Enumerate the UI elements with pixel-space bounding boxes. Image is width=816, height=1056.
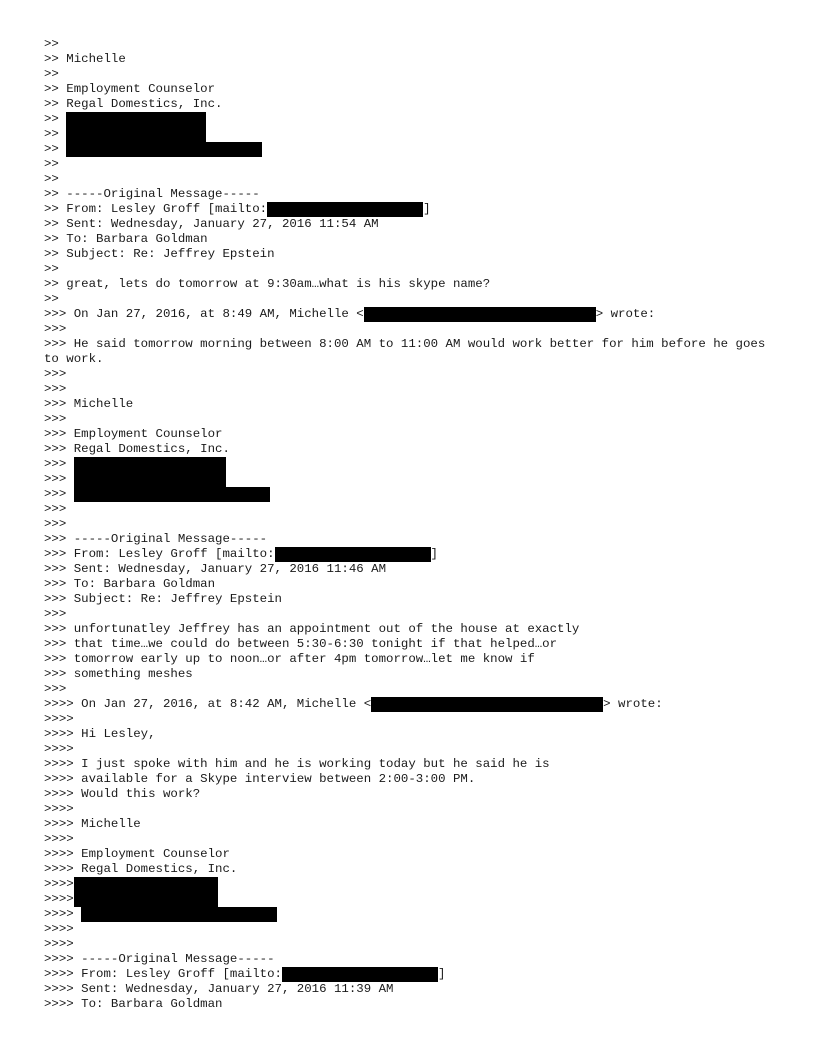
line-text: >>> Subject: Re: Jeffrey Epstein [44,592,282,606]
email-line [44,307,784,322]
line-text: >> Subject: Re: Jeffrey Epstein [44,247,275,261]
email-line [44,97,784,112]
email-line [44,472,784,487]
line-text: >>> To: Barbara Goldman [44,577,216,591]
email-line [44,457,784,472]
line-text-after: ] [437,967,446,981]
email-line [44,937,784,952]
email-line [44,802,784,817]
email-line [44,907,784,922]
line-text: >>> tomorrow early up to noon…or after 4pm tomorrow…let me know if [44,652,535,666]
email-line [44,562,784,577]
email-line [44,397,784,412]
line-text: >> From: Lesley Groff [mailto: [44,202,268,216]
email-thread-document [44,37,784,1012]
line-text: >> -----Original Message----- [44,187,260,201]
email-line [44,217,784,232]
line-text: >>>> Would this work? [44,787,201,801]
line-text: >>>> Sent: Wednesday, January 27, 2016 11:39 AM [44,982,394,996]
line-text: >>>> On Jan 27, 2016, at 8:42 AM, Michelle < [44,697,372,711]
email-line [44,622,784,637]
line-text: >>>> -----Original Message----- [44,952,275,966]
line-text: >>> Employment Counselor [44,427,223,441]
email-line [44,277,784,292]
line-text: >> [44,37,59,51]
line-text: >>>> To: Barbara Goldman [44,997,223,1011]
line-text: >> [44,112,67,126]
email-line [44,367,784,382]
redaction-bar [74,877,218,892]
email-line [44,442,784,457]
line-text-after: > wrote: [603,697,663,711]
email-line [44,742,784,757]
email-line [44,292,784,307]
line-text: >>>> [44,712,74,726]
email-line [44,247,784,262]
line-text-after: ] [430,547,438,561]
email-line [44,892,784,907]
redaction-bar [371,697,603,712]
redaction-bar [74,487,270,502]
redaction-bar [364,307,596,322]
line-text: >> Regal Domestics, Inc. [44,97,223,111]
line-text: >>>> Hi Lesley, [44,727,156,741]
line-text: >>> [44,502,67,516]
email-line [44,787,784,802]
email-line [44,877,784,892]
line-text: >>> [44,517,67,531]
email-line [44,727,784,742]
line-text: >>> -----Original Message----- [44,532,268,546]
line-text: >> Employment Counselor [44,82,216,96]
line-text: >> great, lets do tomorrow at 9:30am…what is his skype name? [44,277,491,291]
email-line [44,862,784,877]
line-text: >>> [44,682,67,696]
email-line [44,547,784,562]
email-line [44,232,784,247]
line-text: >>>> Employment Counselor [44,847,230,861]
line-text: >>> Regal Domestics, Inc. [44,442,230,456]
line-text: >>>> From: Lesley Groff [mailto: [44,967,282,981]
line-text: >> [44,142,67,156]
email-line [44,532,784,547]
line-text: >>> that time…we could do between 5:30-6:30 tonight if that helped…or [44,637,558,651]
email-line [44,487,784,502]
email-line [44,997,784,1012]
email-line [44,637,784,652]
email-line [44,142,784,157]
line-text: >>> He said tomorrow morning between 8:00 AM to 11:00 AM would work better for him before he goes to work. [44,337,773,366]
redaction-bar [282,967,438,982]
email-line [44,157,784,172]
email-line [44,412,784,427]
line-text: >>>> [44,742,74,756]
email-line [44,607,784,622]
line-text: >>> [44,382,67,396]
email-line [44,967,784,982]
line-text: >> [44,262,59,276]
email-line [44,517,784,532]
email-line [44,82,784,97]
line-text: >>> From: Lesley Groff [mailto: [44,547,275,561]
redaction-bar [275,547,431,562]
email-line [44,712,784,727]
email-line [44,757,784,772]
email-line [44,262,784,277]
email-line [44,502,784,517]
redaction-bar [267,202,423,217]
line-text: >>>> [44,877,74,891]
line-text: >>> Sent: Wednesday, January 27, 2016 11:46 AM [44,562,387,576]
email-line [44,382,784,397]
email-line [44,772,784,787]
line-text: >>>> [44,832,74,846]
line-text: >> [44,172,59,186]
line-text-after: ] [423,202,431,216]
line-text: >>> Michelle [44,397,134,411]
line-text-after: > wrote: [595,307,656,321]
redaction-bar [74,457,226,472]
line-text: >>> [44,322,67,336]
line-text: >>>> Michelle [44,817,141,831]
line-text: >>>> [44,892,74,906]
email-line [44,922,784,937]
line-text: >>> [44,412,67,426]
email-line [44,697,784,712]
email-line [44,52,784,67]
email-line [44,667,784,682]
line-text: >>> [44,607,67,621]
line-text: >> [44,292,59,306]
email-line [44,187,784,202]
line-text: >>>> [44,802,74,816]
redaction-bar [74,472,226,487]
email-line [44,427,784,442]
email-line [44,682,784,697]
email-line [44,952,784,967]
line-text: >> [44,127,67,141]
line-text: >> [44,157,59,171]
line-text: >>> [44,457,74,471]
email-line [44,172,784,187]
redaction-bar [66,142,262,157]
email-line [44,652,784,667]
email-line [44,592,784,607]
line-text: >>> unfortunatley Jeffrey has an appointment out of the house at exactly [44,622,580,636]
line-text: >> Michelle [44,52,126,66]
line-text: >>>> I just spoke with him and he is working today but he said he is [44,757,550,771]
line-text: >>>> [44,937,74,951]
email-line [44,202,784,217]
email-line [44,67,784,82]
line-text: >>>> Regal Domestics, Inc. [44,862,238,876]
line-text: >>> [44,472,74,486]
line-text: >>> something meshes [44,667,193,681]
line-text: >> To: Barbara Goldman [44,232,208,246]
email-line [44,112,784,127]
email-line [44,847,784,862]
line-text: >> Sent: Wednesday, January 27, 2016 11:54 AM [44,217,379,231]
email-line [44,322,784,337]
line-text: >>> On Jan 27, 2016, at 8:49 AM, Michelle < [44,307,364,321]
redaction-bar [74,892,218,907]
email-line [44,982,784,997]
redaction-bar [66,112,206,127]
line-text: >>> [44,367,67,381]
email-line [44,577,784,592]
line-text: >>>> [44,907,82,921]
email-line [44,37,784,52]
line-text: >>> [44,487,74,501]
email-line [44,127,784,142]
email-line [44,337,784,367]
email-line [44,817,784,832]
line-text: >>>> available for a Skype interview between 2:00-3:00 PM. [44,772,476,786]
line-text: >>>> [44,922,74,936]
redaction-bar [66,127,206,142]
line-text: >> [44,67,59,81]
redaction-bar [81,907,277,922]
email-line [44,832,784,847]
